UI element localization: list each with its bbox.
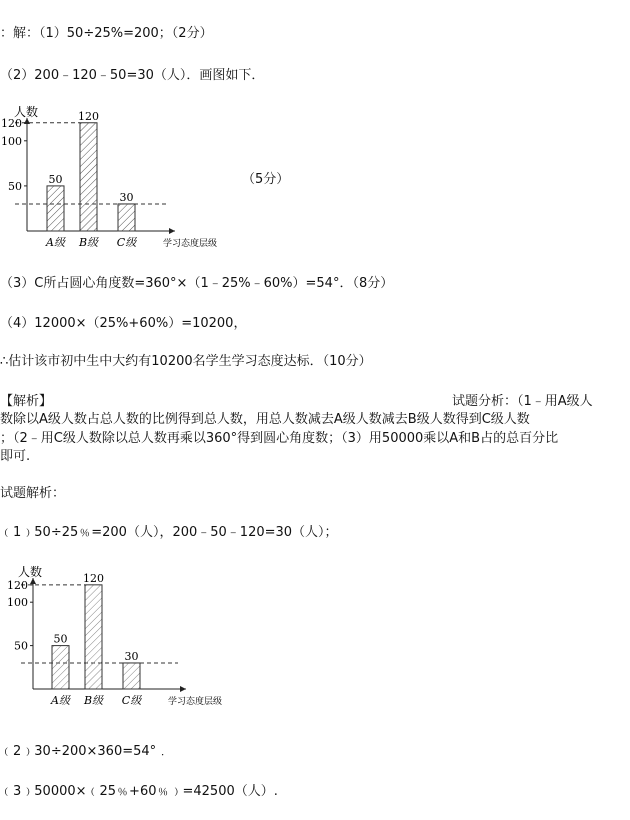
analysis-heading: 【解析】	[0, 394, 53, 409]
analysis-text-1: （1﹣用A级人	[517, 394, 593, 409]
chart2-x-axis-arrow	[180, 686, 186, 692]
solution-label: 试题解析：	[0, 486, 66, 501]
score-5: （5分）	[242, 172, 290, 187]
chart2-bar-value-label: 50	[53, 632, 68, 646]
chart1-y-axis-label: 人数	[14, 105, 39, 119]
answer-line-4: （4）12000×（25%+60%）=10200，	[0, 316, 247, 331]
chart2-bar	[123, 663, 140, 689]
analysis-text-3: ；（2﹣用C级人数除以总人数再乘以360°得到圆心角度数；（3）用50000乘以A和B占的总百分比	[0, 431, 559, 446]
chart1-bar	[118, 204, 135, 231]
chart2-category-label: A级	[51, 694, 70, 707]
chart1-bar	[47, 186, 64, 231]
chart-1	[0, 98, 260, 262]
chart2-bar-value-label: 120	[83, 571, 104, 585]
chart-2-svg	[0, 558, 270, 720]
chart1-y-tick-label: 50	[8, 179, 22, 193]
solution-line-3: ﹙3﹚50000×﹙25﹪+60﹪﹚=42500（人）.	[0, 784, 278, 799]
analysis-text-2: 数除以A级人数占总人数的比例得到总人数，用总人数减去A级人数减去B级人数得到C级人数	[0, 412, 530, 427]
chart1-category-label: C级	[116, 236, 137, 249]
chart1-x-axis-label: 学习态度层级	[163, 239, 218, 249]
answer-line-1: ：解：（1）50÷25%=200；（2分）	[0, 26, 213, 41]
solution-line-1: ﹙1﹚50÷25﹪=200（人），200﹣50﹣120=30（人）；	[0, 525, 338, 540]
chart2-bar-value-label: 30	[124, 649, 139, 663]
chart1-x-axis-arrow	[169, 228, 175, 234]
analysis-text-4: 即可.	[0, 449, 31, 464]
answer-line-3: （3）C所占圆心角度数=360°×（1﹣25%﹣60%）=54°．（8分）	[0, 276, 394, 291]
chart2-y-tick-label: 100	[7, 596, 28, 610]
chart2-y-axis-label: 人数	[18, 565, 43, 579]
answer-line-2: （2）200﹣120﹣50=30（人）．画图如下．	[0, 68, 265, 83]
analysis-first-line	[452, 390, 593, 409]
chart-2	[0, 558, 270, 724]
chart1-y-tick-label: 100	[1, 134, 22, 148]
chart1-bar-value-label: 120	[78, 109, 99, 123]
chart2-x-axis-label: 学习态度层级	[168, 697, 223, 707]
chart1-category-label: B级	[78, 236, 99, 249]
solution-line-2: ﹙2﹚30÷200×360=54°﹒	[0, 744, 170, 759]
chart2-bar	[52, 646, 69, 689]
chart1-bar	[80, 123, 97, 231]
chart1-bar-value-label: 30	[119, 190, 134, 204]
chart2-category-label: B级	[83, 694, 104, 707]
chart1-y-tick-label: 120	[1, 116, 22, 130]
chart1-bar-value-label: 50	[48, 172, 63, 186]
chart2-y-tick-label: 120	[7, 578, 28, 592]
chart-1-svg	[0, 98, 260, 258]
chart1-category-label: A级	[46, 236, 65, 249]
chart2-category-label: C级	[121, 694, 142, 707]
answer-line-5: ∴估计该市初中生中大约有10200名学生学习态度达标．（10分）	[0, 354, 372, 369]
analysis-label: 试题分析：	[452, 394, 518, 409]
chart2-bar	[85, 585, 102, 689]
chart2-y-tick-label: 50	[14, 639, 28, 653]
